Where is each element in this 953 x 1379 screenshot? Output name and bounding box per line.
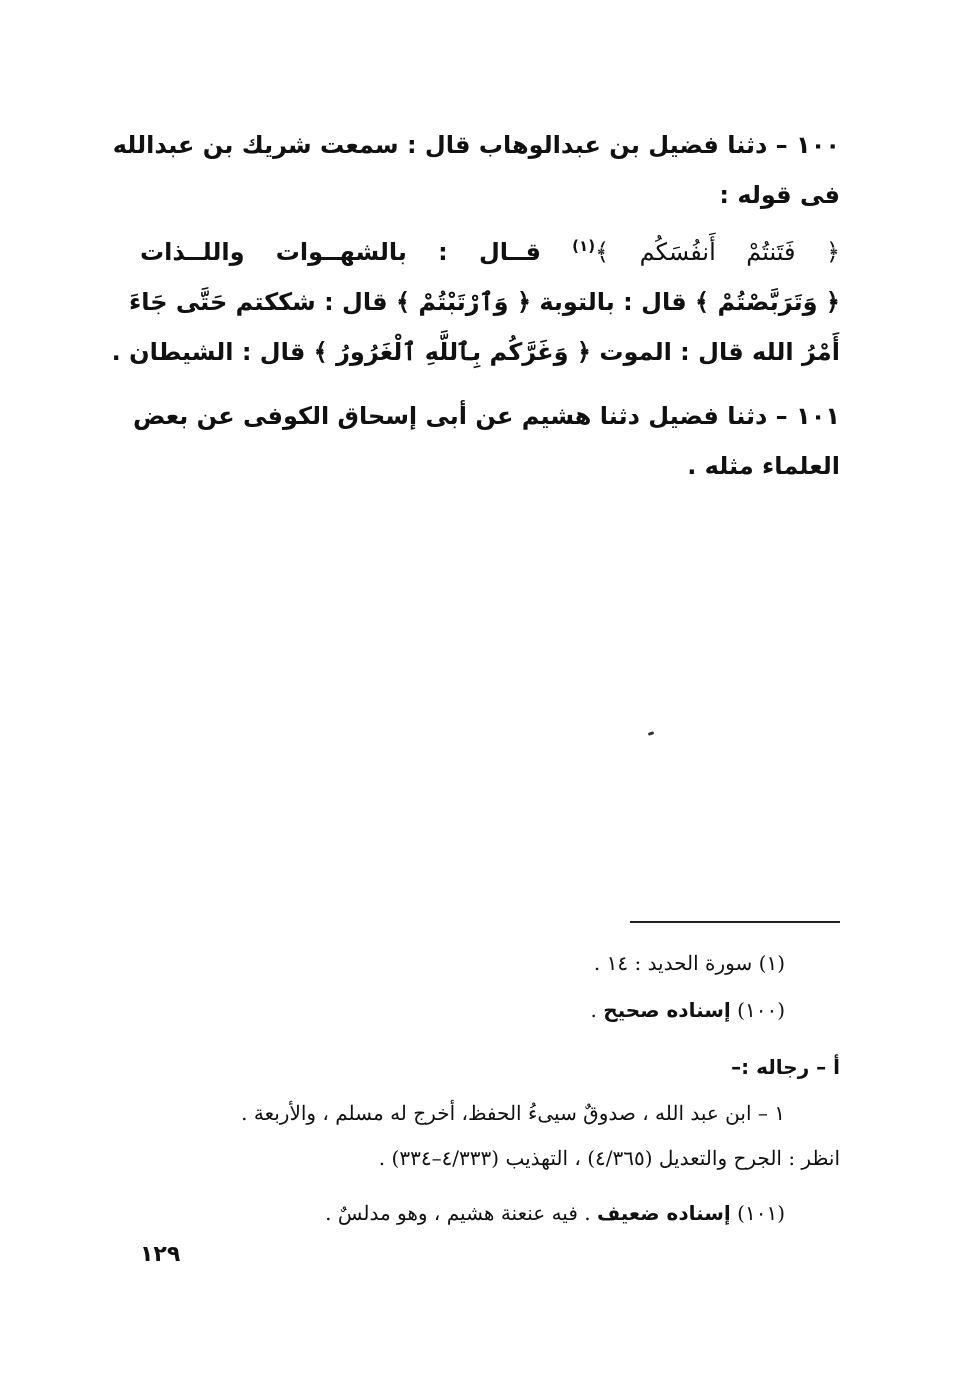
- rijal-item-1: ١ – ابن عبد الله ، صدوقٌ سيىءُ الحفظ، أخرج له مسلم ، والأربعة .: [241, 1101, 785, 1125]
- narration-101-line-1: ١٠١ – دثنا فضيل دثنا هشيم عن أبى إسحاق الكوفى عن بعض: [132, 402, 840, 430]
- footnote-101-suffix: . فيه عنعنة هشيم ، وهو مدلسٌ .: [325, 1201, 597, 1225]
- rijal-item-1-references: انظر : الجرح والتعديل (٤/٣٦٥) ، التهذيب (٤/٣٣٣–٣٣٤) .: [378, 1146, 840, 1170]
- footnote-101-grading: إسناده ضعيف: [596, 1201, 731, 1225]
- footnote-101: [140, 1196, 840, 1230]
- narration-100-line-3: [140, 232, 840, 272]
- quran-verse-fatantum: ﴿ فَتَنتُمْ أَنفُسَكُم ﴾: [595, 238, 841, 266]
- print-speck: [648, 731, 655, 736]
- footnote-1: (١) سورة الحديد : ١٤ .: [593, 951, 785, 975]
- rijal-heading: أ – رجاله :–: [731, 1055, 840, 1079]
- footnote-100-suffix: .: [590, 998, 604, 1022]
- footnote-100: [140, 993, 840, 1027]
- page-number: ١٢٩: [140, 1242, 181, 1267]
- footnote-ref-1: (١): [572, 237, 596, 255]
- narration-100-line-1: ١٠٠ – دثنا فضيل بن عبدالوهاب قال : سمعت شريك بن عبدالله: [112, 131, 840, 159]
- narration-100-line-2: فى قوله :: [719, 181, 840, 209]
- footnote-100-number: (١٠٠): [730, 998, 785, 1022]
- footnote-separator: [630, 921, 840, 923]
- narration-100-line-5: أَمْرُ الله قال : الموت ﴿ وَغَرَّكُم بِٱللَّهِ ٱلْغَرُورُ ﴾ قال : الشيطان .: [111, 338, 840, 366]
- narration-100-line-3-text: قــال : بالشهــوات واللــذات: [140, 238, 573, 266]
- footnote-101-number: (١٠١): [730, 1201, 785, 1225]
- narration-100-line-4: ﴿ وَتَرَبَّصْتُمْ ﴾ قال : بالتوبة ﴿ وَٱرْتَبْتُمْ ﴾ قال : شككتم حَتَّى جَاءَ: [128, 288, 840, 316]
- footnote-100-grading: إسناده صحيح: [603, 998, 731, 1022]
- narration-101-line-2: العلماء مثله .: [687, 452, 840, 480]
